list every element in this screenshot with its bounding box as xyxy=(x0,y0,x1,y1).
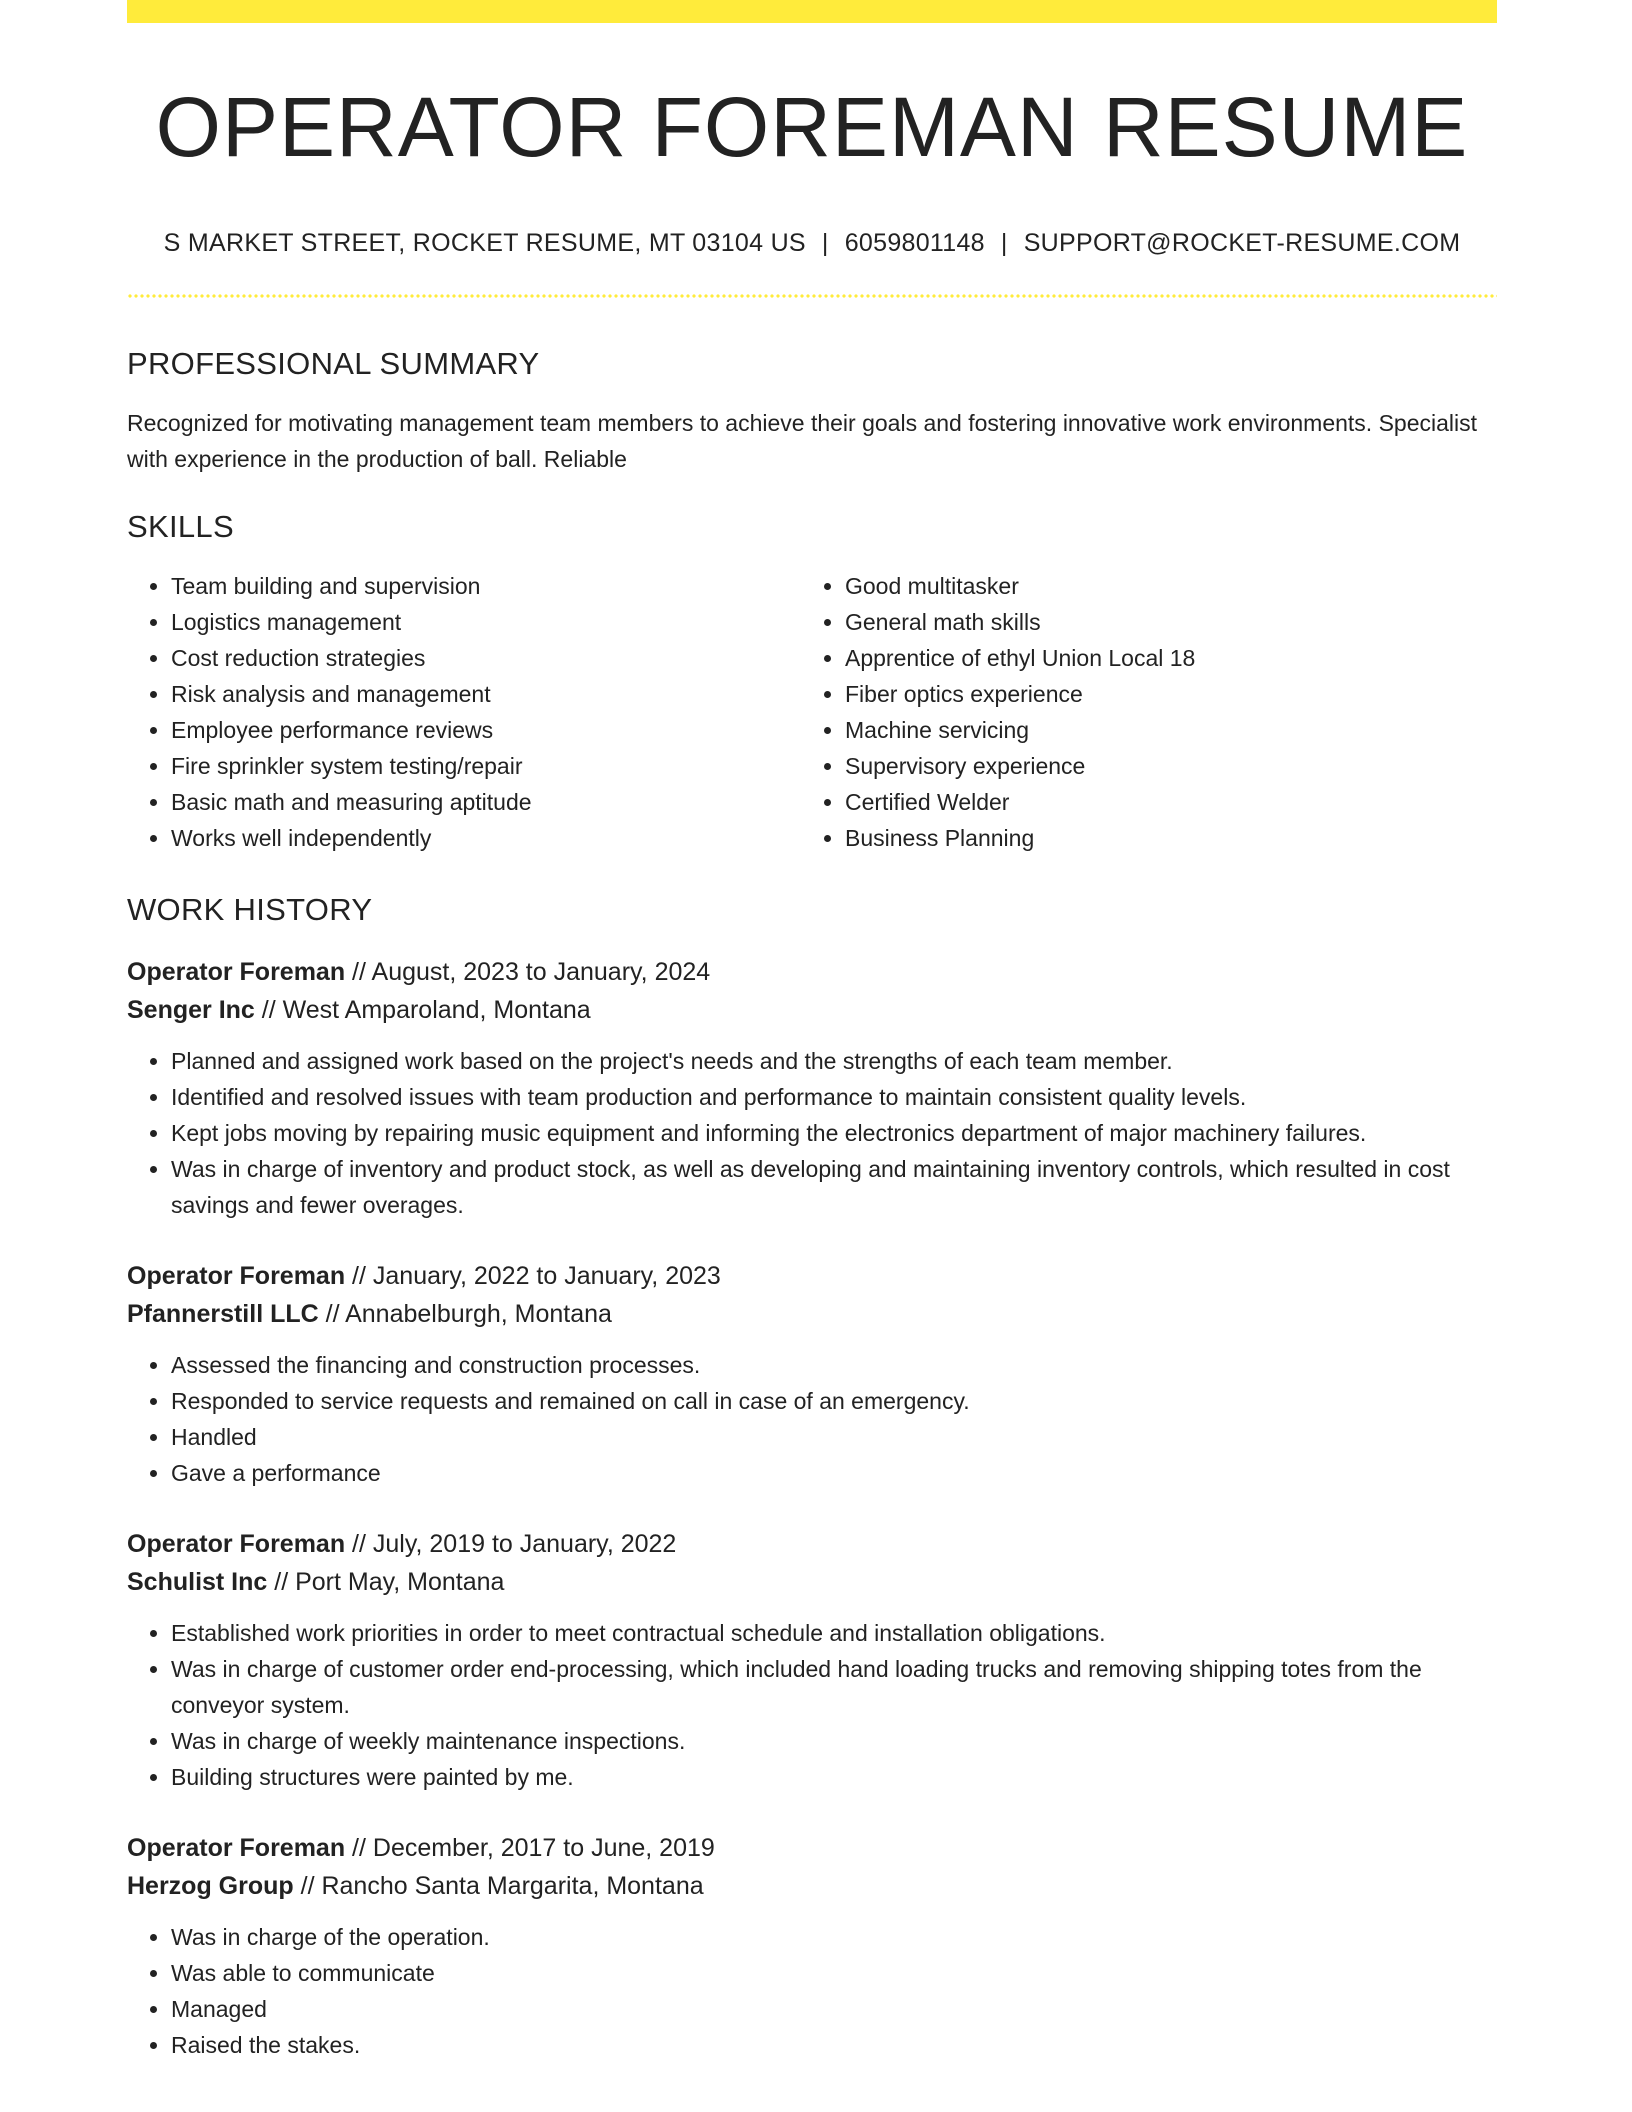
skills-column-left xyxy=(127,568,801,856)
job-bullet: • Was in charge of customer order end-processing, which included hand loading trucks and removing shipping totes from the conveyor system. xyxy=(171,1651,1497,1723)
job-bullet: • Managed xyxy=(171,1991,1497,2027)
contact-address: S MARKET STREET, ROCKET RESUME, MT 03104 US xyxy=(163,229,806,257)
skill-item: • Works well independently xyxy=(171,820,801,856)
contact-line xyxy=(127,231,1497,256)
job-company-line xyxy=(127,1563,1497,1601)
job-bullet: • Kept jobs moving by repairing music equipment and informing the electronics department of major machinery failures. xyxy=(171,1115,1497,1151)
job-bullet: • Raised the stakes. xyxy=(171,2027,1497,2063)
job-title: Operator Foreman xyxy=(127,1530,346,1558)
job-bullet: • Established work priorities in order to meet contractual schedule and installation obligations. xyxy=(171,1615,1497,1651)
job-entry xyxy=(127,1257,1497,1491)
skill-item: • Business Planning xyxy=(845,820,1475,856)
job-bullets xyxy=(127,1919,1497,2063)
job-bullet: • Gave a performance xyxy=(171,1455,1497,1491)
skill-item: • Fiber optics experience xyxy=(845,676,1475,712)
contact-phone: 6059801148 xyxy=(844,229,985,257)
job-company: Herzog Group xyxy=(127,1872,294,1900)
contact-separator: | xyxy=(821,229,829,257)
skill-item: • Certified Welder xyxy=(845,784,1475,820)
job-company-line xyxy=(127,1867,1497,1905)
job-bullet: • Planned and assigned work based on the project's needs and the strengths of each team member. xyxy=(171,1043,1497,1079)
top-accent-bar xyxy=(127,0,1497,23)
skill-item: • Good multitasker xyxy=(845,568,1475,604)
skills-list xyxy=(127,568,1497,856)
job-bullet: • Assessed the financing and construction processes. xyxy=(171,1347,1497,1383)
job-company: Pfannerstill LLC xyxy=(127,1300,319,1328)
job-bullet: • Building structures were painted by me. xyxy=(171,1759,1497,1795)
skills-column-right xyxy=(801,568,1475,856)
job-company: Senger Inc xyxy=(127,996,255,1024)
job-bullet: • Was able to communicate xyxy=(171,1955,1497,1991)
skill-item: • Team building and supervision xyxy=(171,568,801,604)
job-company-line xyxy=(127,991,1497,1029)
resume-title: OPERATOR FOREMAN RESUME xyxy=(155,80,1469,174)
contact-separator: | xyxy=(1000,229,1008,257)
job-bullets xyxy=(127,1043,1497,1223)
job-bullet: • Was in charge of weekly maintenance inspections. xyxy=(171,1723,1497,1759)
job-entry xyxy=(127,953,1497,1223)
skill-item: • Basic math and measuring aptitude xyxy=(171,784,801,820)
skill-item: • Apprentice of ethyl Union Local 18 xyxy=(845,640,1475,676)
job-dates: // July, 2019 to January, 2022 xyxy=(345,1530,677,1558)
summary-heading: PROFESSIONAL SUMMARY xyxy=(127,346,540,381)
job-dates: // January, 2022 to January, 2023 xyxy=(345,1262,721,1290)
job-dates: // December, 2017 to June, 2019 xyxy=(345,1834,715,1862)
job-title-line xyxy=(127,1525,1497,1563)
job-location: // Rancho Santa Margarita, Montana xyxy=(293,1872,704,1900)
job-entry xyxy=(127,1829,1497,2063)
work-history-heading: WORK HISTORY xyxy=(127,892,373,927)
job-bullet: • Responded to service requests and remained on call in case of an emergency. xyxy=(171,1383,1497,1419)
skill-item: • Machine servicing xyxy=(845,712,1475,748)
job-company: Schulist Inc xyxy=(127,1568,268,1596)
job-location: // Port May, Montana xyxy=(267,1568,505,1596)
job-bullets xyxy=(127,1347,1497,1491)
job-bullets xyxy=(127,1615,1497,1795)
dotted-divider xyxy=(127,294,1497,298)
skill-item: • Logistics management xyxy=(171,604,801,640)
resume-page xyxy=(127,0,1497,2063)
job-title: Operator Foreman xyxy=(127,1262,346,1290)
job-location: // West Amparoland, Montana xyxy=(254,996,591,1024)
skill-item: • Supervisory experience xyxy=(845,748,1475,784)
job-dates: // August, 2023 to January, 2024 xyxy=(345,958,711,986)
contact-email: SUPPORT@ROCKET-RESUME.COM xyxy=(1023,229,1461,257)
job-bullet: • Handled xyxy=(171,1419,1497,1455)
job-title-line xyxy=(127,1257,1497,1295)
skill-item: • Fire sprinkler system testing/repair xyxy=(171,748,801,784)
job-location: // Annabelburgh, Montana xyxy=(318,1300,612,1328)
job-entry xyxy=(127,1525,1497,1795)
job-bullet: • Was in charge of inventory and product stock, as well as developing and maintaining inventory controls, which resulted in cost savings and fewer overages. xyxy=(171,1151,1497,1223)
job-title: Operator Foreman xyxy=(127,1834,346,1862)
job-title-line xyxy=(127,1829,1497,1867)
skill-item: • Employee performance reviews xyxy=(171,712,801,748)
skill-item: • Risk analysis and management xyxy=(171,676,801,712)
job-company-line xyxy=(127,1295,1497,1333)
job-bullet: • Was in charge of the operation. xyxy=(171,1919,1497,1955)
job-title: Operator Foreman xyxy=(127,958,346,986)
summary-text: Recognized for motivating management team members to achieve their goals and fostering innovative work environments. Specialist with experience in the production of ball. Reliable xyxy=(127,410,1478,472)
job-bullet: • Identified and resolved issues with team production and performance to maintain consistent quality levels. xyxy=(171,1079,1497,1115)
skill-item: • Cost reduction strategies xyxy=(171,640,801,676)
skill-item: • General math skills xyxy=(845,604,1475,640)
skills-heading: SKILLS xyxy=(127,509,234,544)
job-title-line xyxy=(127,953,1497,991)
